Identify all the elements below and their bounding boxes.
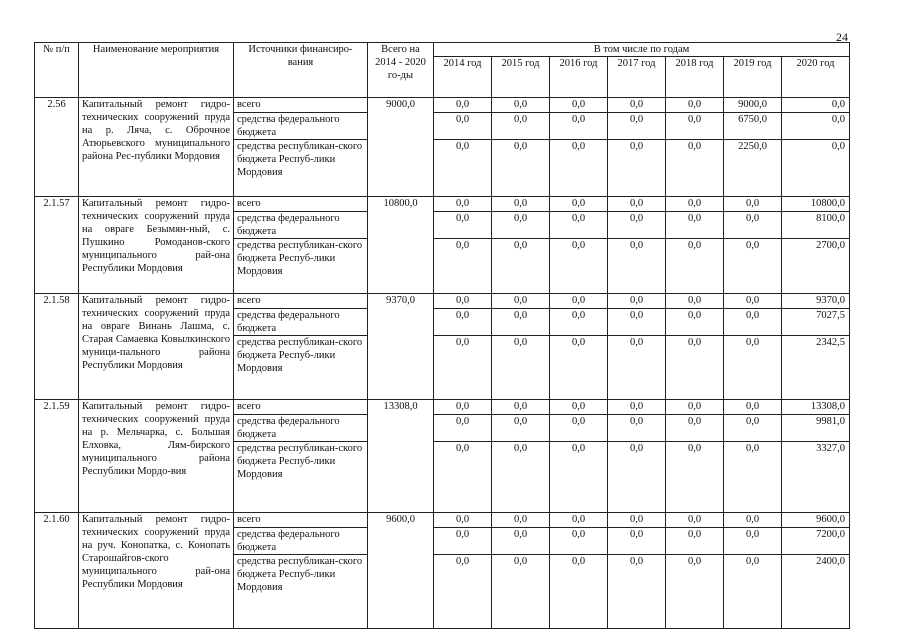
year-value: 0,0 — [782, 113, 850, 140]
header-year: 2015 год — [492, 57, 550, 98]
funding-source: всего — [234, 400, 368, 415]
funding-source: средства республикан-ского бюджета Респуб-лики Мордовия — [234, 442, 368, 513]
year-value: 0,0 — [492, 555, 550, 629]
budget-table — [34, 42, 850, 629]
year-value: 0,0 — [492, 294, 550, 309]
year-value: 0,0 — [434, 336, 492, 400]
year-value: 0,0 — [434, 140, 492, 197]
year-value: 0,0 — [550, 442, 608, 513]
funding-source: средства федерального бюджета — [234, 113, 368, 140]
year-value: 0,0 — [492, 197, 550, 212]
year-value: 0,0 — [666, 400, 724, 415]
year-value: 0,0 — [434, 528, 492, 555]
year-value: 9600,0 — [782, 513, 850, 528]
year-value: 0,0 — [608, 239, 666, 294]
header-year: 2020 год — [782, 57, 850, 98]
year-value: 0,0 — [666, 528, 724, 555]
event-name: Капитальный ремонт гидро-технических сооружений пруда на р. Мельчарка, с. Большая Елховка, Лям-бирского муниципального района Республики Мордо-вия — [79, 400, 234, 513]
funding-source: средства федерального бюджета — [234, 415, 368, 442]
year-value: 0,0 — [492, 336, 550, 400]
year-value: 0,0 — [434, 400, 492, 415]
year-value: 7200,0 — [782, 528, 850, 555]
event-name: Капитальный ремонт гидро-технических сооружений пруда на овраге Винань Лашма, с. Старая Самаевка Ковылкинского муници-пального района Республики Мордовия — [79, 294, 234, 400]
funding-source: всего — [234, 98, 368, 113]
header-total: Всего на 2014 - 2020 го-ды — [368, 43, 434, 98]
funding-source: средства федерального бюджета — [234, 212, 368, 239]
year-value: 0,0 — [492, 415, 550, 442]
year-value: 0,0 — [608, 400, 666, 415]
header-row — [35, 43, 850, 57]
header-name: Наименование мероприятия — [79, 43, 234, 98]
funding-source: всего — [234, 294, 368, 309]
event-name: Капитальный ремонт гидро-технических сооружений пруда на руч. Конопатка, с. Конопать Старошайгов-ского муниципального рай-она Республики Мордовия — [79, 513, 234, 629]
header-year: 2019 год — [724, 57, 782, 98]
year-value: 0,0 — [608, 197, 666, 212]
year-value: 0,0 — [608, 309, 666, 336]
year-value: 0,0 — [550, 239, 608, 294]
year-value: 10800,0 — [782, 197, 850, 212]
year-value: 0,0 — [608, 528, 666, 555]
header-num: № п/п — [35, 43, 79, 98]
year-value: 0,0 — [434, 513, 492, 528]
year-value: 0,0 — [434, 98, 492, 113]
row-number: 2.56 — [35, 98, 79, 197]
year-value: 7027,5 — [782, 309, 850, 336]
year-value: 0,0 — [724, 513, 782, 528]
year-value: 0,0 — [492, 113, 550, 140]
table-row — [35, 98, 850, 113]
funding-source: средства федерального бюджета — [234, 528, 368, 555]
year-value: 0,0 — [492, 98, 550, 113]
table-row — [35, 400, 850, 415]
year-value: 0,0 — [434, 294, 492, 309]
year-value: 0,0 — [434, 555, 492, 629]
funding-source: средства республикан-ского бюджета Респуб-лики Мордовия — [234, 239, 368, 294]
year-value: 0,0 — [550, 294, 608, 309]
year-value: 0,0 — [666, 113, 724, 140]
year-value: 0,0 — [550, 113, 608, 140]
row-number: 2.1.59 — [35, 400, 79, 513]
year-value: 0,0 — [608, 98, 666, 113]
year-value: 0,0 — [608, 294, 666, 309]
table-row — [35, 294, 850, 309]
year-value: 0,0 — [666, 442, 724, 513]
row-number: 2.1.58 — [35, 294, 79, 400]
year-value: 0,0 — [550, 212, 608, 239]
year-value: 0,0 — [666, 197, 724, 212]
header-sources: Источники финансиро-вания — [234, 43, 368, 98]
year-value: 0,0 — [550, 415, 608, 442]
year-value: 0,0 — [434, 442, 492, 513]
year-value: 0,0 — [434, 113, 492, 140]
year-value: 0,0 — [550, 513, 608, 528]
event-name: Капитальный ремонт гидро-технических сооружений пруда на овраге Безымян-ный, с. Пушкино Ромоданов-ского муниципального рай-она Республики Мордовия — [79, 197, 234, 294]
year-value: 0,0 — [666, 140, 724, 197]
year-value: 0,0 — [608, 140, 666, 197]
year-value: 0,0 — [608, 415, 666, 442]
year-value: 0,0 — [724, 197, 782, 212]
header-year: 2014 год — [434, 57, 492, 98]
year-value: 0,0 — [666, 239, 724, 294]
funding-source: всего — [234, 197, 368, 212]
year-value: 8100,0 — [782, 212, 850, 239]
year-value: 0,0 — [550, 400, 608, 415]
year-value: 0,0 — [492, 528, 550, 555]
year-value: 0,0 — [666, 336, 724, 400]
year-value: 0,0 — [492, 212, 550, 239]
funding-source: средства федерального бюджета — [234, 309, 368, 336]
year-value: 0,0 — [724, 239, 782, 294]
year-value: 0,0 — [492, 400, 550, 415]
year-value: 0,0 — [492, 239, 550, 294]
year-value: 0,0 — [666, 294, 724, 309]
year-value: 0,0 — [608, 513, 666, 528]
table-body — [35, 98, 850, 629]
header-year: 2017 год — [608, 57, 666, 98]
total-amount: 9000,0 — [368, 98, 434, 197]
year-value: 0,0 — [724, 555, 782, 629]
year-value: 2250,0 — [724, 140, 782, 197]
funding-source: всего — [234, 513, 368, 528]
year-value: 0,0 — [608, 442, 666, 513]
year-value: 0,0 — [434, 415, 492, 442]
year-value: 0,0 — [724, 528, 782, 555]
funding-source: средства республикан-ского бюджета Респуб-лики Мордовия — [234, 555, 368, 629]
year-value: 0,0 — [492, 513, 550, 528]
total-amount: 9370,0 — [368, 294, 434, 400]
year-value: 0,0 — [724, 442, 782, 513]
funding-source: средства республикан-ского бюджета Респуб-лики Мордовия — [234, 336, 368, 400]
year-value: 0,0 — [666, 555, 724, 629]
row-number: 2.1.57 — [35, 197, 79, 294]
year-value: 0,0 — [724, 415, 782, 442]
year-value: 2400,0 — [782, 555, 850, 629]
year-value: 0,0 — [550, 528, 608, 555]
year-value: 3327,0 — [782, 442, 850, 513]
year-value: 13308,0 — [782, 400, 850, 415]
year-value: 0,0 — [608, 336, 666, 400]
year-value: 0,0 — [608, 113, 666, 140]
table-row — [35, 513, 850, 528]
year-value: 2700,0 — [782, 239, 850, 294]
year-value: 0,0 — [666, 415, 724, 442]
row-number: 2.1.60 — [35, 513, 79, 629]
page-number: 24 — [836, 30, 848, 44]
year-value: 0,0 — [782, 98, 850, 113]
year-value: 0,0 — [492, 442, 550, 513]
year-value: 0,0 — [666, 309, 724, 336]
year-value: 9981,0 — [782, 415, 850, 442]
year-value: 0,0 — [724, 294, 782, 309]
year-value: 0,0 — [724, 400, 782, 415]
year-value: 0,0 — [434, 212, 492, 239]
year-value: 0,0 — [724, 309, 782, 336]
year-value: 0,0 — [666, 98, 724, 113]
total-amount: 10800,0 — [368, 197, 434, 294]
year-value: 0,0 — [434, 197, 492, 212]
year-value: 0,0 — [782, 140, 850, 197]
event-name: Капитальный ремонт гидро-технических сооружений пруда на р. Ляча, с. Оброчное Атюрьевского муниципального района Рес-публики Мордовия — [79, 98, 234, 197]
year-value: 0,0 — [550, 140, 608, 197]
year-value: 0,0 — [434, 309, 492, 336]
year-value: 0,0 — [492, 140, 550, 197]
year-value: 0,0 — [608, 555, 666, 629]
table-row — [35, 197, 850, 212]
year-value: 0,0 — [666, 513, 724, 528]
year-value: 6750,0 — [724, 113, 782, 140]
year-value: 2342,5 — [782, 336, 850, 400]
year-value: 0,0 — [724, 212, 782, 239]
header-year: 2016 год — [550, 57, 608, 98]
total-amount: 9600,0 — [368, 513, 434, 629]
year-value: 0,0 — [550, 555, 608, 629]
year-value: 0,0 — [550, 98, 608, 113]
year-value: 0,0 — [434, 239, 492, 294]
year-value: 0,0 — [666, 212, 724, 239]
year-value: 0,0 — [550, 309, 608, 336]
year-value: 0,0 — [724, 336, 782, 400]
funding-source: средства республикан-ского бюджета Респуб-лики Мордовия — [234, 140, 368, 197]
header-years-group: В том числе по годам — [434, 43, 850, 57]
year-value: 0,0 — [550, 336, 608, 400]
year-value: 0,0 — [608, 212, 666, 239]
header-year: 2018 год — [666, 57, 724, 98]
year-value: 0,0 — [492, 309, 550, 336]
year-value: 9000,0 — [724, 98, 782, 113]
total-amount: 13308,0 — [368, 400, 434, 513]
year-value: 0,0 — [550, 197, 608, 212]
year-value: 9370,0 — [782, 294, 850, 309]
